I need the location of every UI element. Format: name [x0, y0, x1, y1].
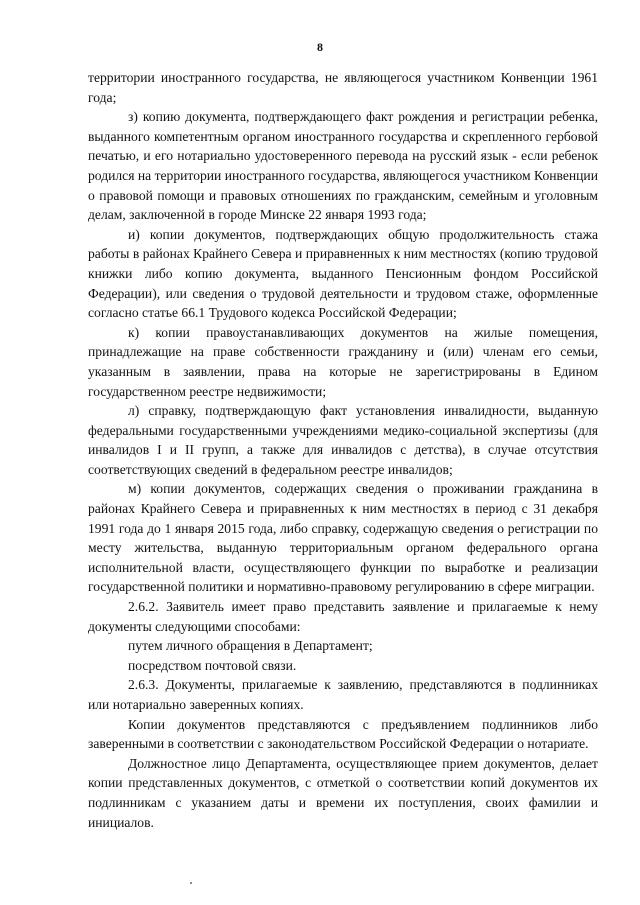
paragraph-method-personal: путем личного обращения в Департамент; — [128, 638, 373, 654]
paragraph-2-6-3: 2.6.3. Документы, прилагаемые к заявлению, представляются в подлинниках или нотариально заверенных копиях. — [88, 677, 598, 712]
document-body — [88, 68, 598, 832]
paragraph-m: м) копии документов, содержащих сведения о проживании гражданина в районах Крайнего Севера и приравненных к ним местностях в период с 31 декабря 1991 года до 1 января 2015 года, либо справку, содержащую сведения о регистрации по месту жительства, выданную территориальным органом федерального органа исполнительной власти, осуществляющего функции по выработке и реализации государственной политики и нормативно-правовому регулированию в сфере миграции. — [88, 481, 598, 595]
paragraph-method-post: посредством почтовой связи. — [128, 657, 297, 673]
page-number: 8 — [317, 40, 323, 54]
paragraph-2-6-2: 2.6.2. Заявитель имеет право представить заявление и прилагаемые к нему документы следующими способами: — [88, 599, 598, 634]
paragraph-l: л) справку, подтверждающую факт установления инвалидности, выданную федеральными государственными учреждениями медико-социальной экспертизы (для инвалидов I и II групп, а также для инвалидов с детства), в случае отсутствия соответствующих сведений в федеральном реестре инвалидов; — [88, 403, 598, 477]
paragraph-k: к) копии правоустанавливающих документов на жилые помещения, принадлежащие на праве собственности гражданину и (или) членам его семьи, указанным в заявлении, права на которые не зарегистрированы в Едином государственном реестре недвижимости; — [88, 324, 598, 399]
paragraph-copies: Копии документов представляются с предъявлением подлинников либо заверенными в соответствии с законодательством Российской Федерации о нотариате. — [88, 716, 598, 752]
paragraph-continuation: территории иностранного государства, не являющегося участником Конвенции 1961 года; — [88, 70, 598, 105]
paragraph-z: з) копию документа, подтверждающего факт рождения и регистрации ребенка, выданного компетентным органом иностранного государства и скрепленного гербовой печатью, и его нотариально удостоверенного перевода на русский язык - если ребенок родился на территории иностранного государства, являющегося участником Конвенции о правовой помощи и правовых отношениях по гражданским, семейным и уголовным делам, заключенной в городе Минске 22 января 1993 года; — [88, 109, 598, 223]
paragraph-i: и) копии документов, подтверждающих общую продолжительность стажа работы в районах Крайнего Севера и приравненных к ним местностях (копию трудовой книжки либо копию документа, выданного Пенсионным фондом Российской Федерации), или сведения о трудовой деятельности и трудовом стаже, оформленные согласно статье 66.1 Трудового кодекса Российской Федерации; — [88, 226, 598, 321]
paragraph-official: Должностное лицо Департамента, осуществляющее прием документов, делает копии представленных документов, с отметкой о соответствии копий документов их подлинникам с указанием даты и времени их поступления, своих фамилии и инициалов. — [88, 755, 598, 830]
scan-speck — [190, 882, 192, 884]
